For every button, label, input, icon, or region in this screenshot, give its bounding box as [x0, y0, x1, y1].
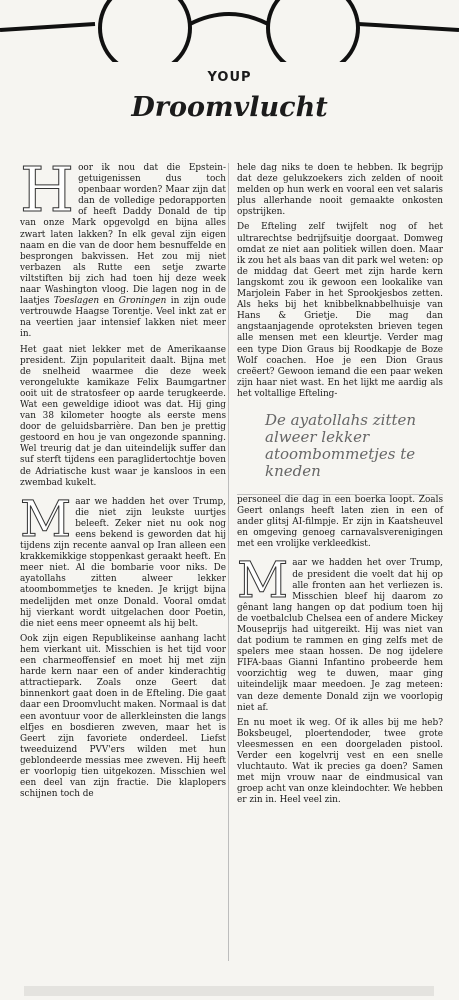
author-byline: YOUP	[207, 70, 252, 85]
drop-cap: M	[20, 489, 72, 548]
paragraph-text: in zijn oude vertrouwde Haagse Torentje. Veel inkt zat er na veertien jaar intensief lakken niet meer in.	[20, 296, 226, 340]
left-column	[20, 153, 226, 804]
paragraph-text: en	[99, 296, 119, 307]
paragraph	[20, 153, 226, 341]
italic-term: Groningen	[118, 296, 167, 307]
paragraph-text: aar we hadden het over Trump, de president die voelt dat hij op alle fronten aan het verliezen is. Misschien bleef hij daarom zo gênant lang hangen op dat podium toen hij de voetbalclub Chelsea een of andere Mickey Mouseprijs had uitgereikt. Hij was niet van dat podium te rammen en ging zelfs met de spelers mee staan hossen. De nog ijdelere FIFA-baas Gianni Infantino probeerde hem voorzichtig weg te duwen, maar ging uiteindelijk maar meedoen. Je zag meteen: van deze demente Donald zijn we voorlopig niet af.	[237, 558, 443, 713]
drop-cap: M	[237, 551, 289, 610]
paragraph	[237, 551, 443, 713]
paragraph: De Efteling zelf twijfelt nog of het ultrarechtse bedrijfsuitje doorgaat. Domweg omdat ze niet aan politiek willen doen. Maar ik zou het als baas van dit park wel weten: op de middag dat Geert met zijn harde kern langskomt zou ik gewoon een lookalike van Marjolein Faber in het Sprookjesbos zetten. Als heks bij het knibbelknabbelhuisje van Hans & Grietje. Die mag dan angstaanjagende oproteksten brieven tegen alle mensen met een kleurtje. Verder mag een type Dion Graus bij Roodkapje de Boze Wolf coachen. Hoe je een Dion Graus creëert? Gewoon iemand die een paar weken zijn haar niet wast. En het lijkt me aardig als het voltallige Efteling-	[237, 222, 443, 399]
paragraph: En nu moet ik weg. Of ik alles bij me heb? Boksbeugel, ploertendoder, twee grote vleesmessen en een doorgeladen pistool. Verder een kogelvrij vest en een snelle vluchtauto. Wat ik precies ga doen? Samen met mijn vrouw naar de eindmusical van groep acht van onze kleindochter. We hebben er zin in. Heel veel zin.	[237, 717, 443, 806]
footer-strip	[24, 986, 434, 996]
paragraph: Het gaat niet lekker met de Amerikaanse president. Zijn populariteit daalt. Bijna met de snelheid waarmee die deze week verongelukte kamikaze Felix Baumgartner ooit uit de stratosfeer op aarde terugkeerde. Wat een geweldige idioot was dat. Hij ging van 38 kilometer hoogte als eerste mens door de geluidsbarrière. Dan ben je prettig gestoord en hou je van ongezonde spanning. Wel treurig dat je dan uiteindelijk suffer dan suf sterft tijdens een paraglidertochtje boven de Adriatische kust waar je kansloos in een zwembad kukelt.	[20, 344, 226, 488]
paragraph: personeel die dag in een boerka loopt. Zoals Geert onlangs heeft laten zien in een of ander glitsj AI-filmpje. Er zijn in Kaatsheuvel en omgeving genoeg carnavalsverenigingen met een vrolijke verkleedkist.	[237, 494, 443, 550]
paragraph	[20, 489, 226, 630]
paragraph-text: aar we hadden het over Trump, die niet zijn leukste uurtjes beleeft. Zeker niet nu ook nog eens bekend is geworden dat hij tijdens zijn recente aanval op Iran alleen een krakkemikkige stoppenkast geraakt heeft. En meer niet. Al die bombarie voor niks. De ayatollahs zitten alweer lekker atoombommetjes te kneden. Je krijgt bijna medelijden met onze Donald. Vooral omdat hij vierkant wordt uitgelachen door Poetin, die niet eens meer opneemt als hij belt.	[20, 496, 226, 629]
glasses-icon	[0, 0, 459, 62]
right-column	[237, 163, 443, 811]
column-divider	[228, 163, 229, 961]
drop-cap: H	[20, 153, 75, 226]
pull-quote: De ayatollahs zitten alweer lekker atoombommetjes te kneden	[265, 410, 417, 480]
paragraph: hele dag niks te doen te hebben. Ik begrijp dat deze gelukzoekers zich zelden of nooit melden op hun werk en vooral een vet salaris plus allerhande nooit gemaakte onkosten opstrijken.	[237, 163, 443, 218]
paragraph: Ook zijn eigen Republikeinse aanhang lacht hem vierkant uit. Misschien is het tijd voor een charmeoffensief en moet hij met zijn harde kern naar een of ander kinderachtig attractiepark. Zoals onze Geert dat binnenkort gaat doen in de Efteling. Die gaat daar een Droomvlucht maken. Normaal is dat een avontuur voor de allerkleinsten die langs elfjes en bosdieren zweven, maar het is Geert zijn favoriete onderdeel. Liefst tweeduizend PVV'ers wilden met hun geblondeerde messias mee zweven. Hij heeft er voorlopig tien uitgekozen. Misschien wel een deel van zijn fractie. Die klaplopers schijnen toch de	[20, 633, 226, 800]
article-title: Droomvlucht	[131, 92, 328, 123]
italic-term: Toeslagen	[53, 296, 100, 307]
paragraph-text: oor ik nou dat die Epstein-getuigenissen dus toch openbaar worden? Maar zijn dat dan de volledige pedorapporten of heeft Daddy Donald de tip van onze Mark opgevolgd en bijna alles zwart laten lakken? In elk geval zijn eigen naam en die van de door hem besnuffelde en besprongen bakvissen. Het zou mij niet verbazen als Rutte een setje zwarte viltstiften bij zich had toen hij deze week naar Washington vloog. Die lagen nog in de laatjes	[20, 163, 226, 307]
